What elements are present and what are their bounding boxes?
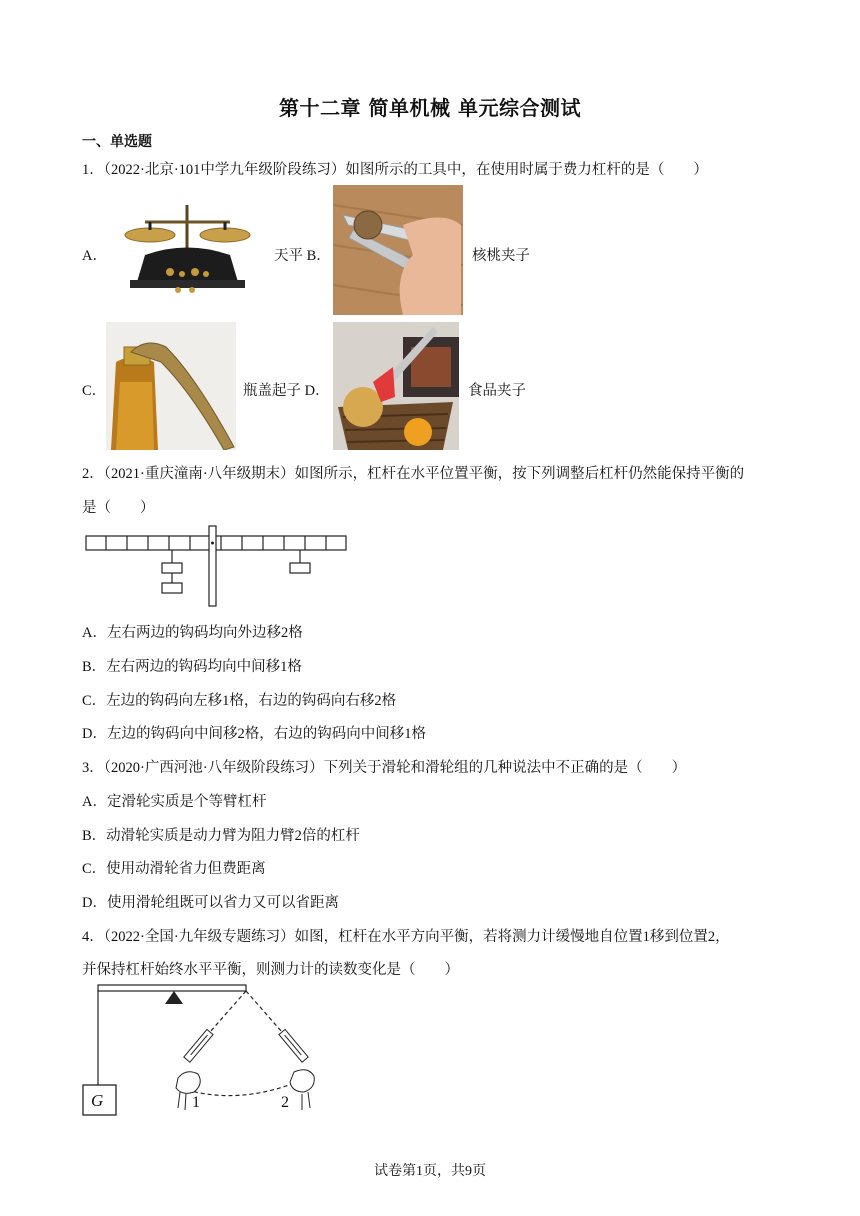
q1-stem: 1．（2022·北京·101中学九年级阶段练习）如图所示的工具中，在使用时属于费力杠杆的是（ ）	[82, 162, 708, 178]
q1-option-c-prefix: C．	[82, 383, 107, 399]
q1-option-a-prefix: A．	[82, 248, 107, 264]
q4-stem-line2: 并保持杠杆始终水平平衡，则测力计的读数变化是（ ）	[82, 962, 459, 978]
lever-grid-diagram	[85, 525, 350, 607]
position-2-label: 2	[281, 1094, 289, 1111]
q2-option-c: C．左边的钩码向左移1格，右边的钩码向右移2格	[82, 693, 397, 709]
page-title: 第十二章 简单机械 单元综合测试	[279, 96, 581, 120]
q3-option-c: C．使用动滑轮省力但费距离	[82, 861, 266, 877]
position-1-label: 1	[192, 1094, 200, 1111]
weight-label: G	[91, 1091, 104, 1110]
q2-option-b: B．左右两边的钩码均向中间移1格	[82, 659, 302, 675]
balance-scale-image	[120, 200, 255, 295]
q3-option-a: A．定滑轮实质是个等臂杠杆	[82, 794, 267, 810]
q1-option-b-label: 核桃夹子	[472, 248, 530, 264]
q3-option-b: B．动滑轮实质是动力臂为阻力臂2倍的杠杆	[82, 828, 360, 844]
q3-stem: 3．（2020·广西河池·八年级阶段练习）下列关于滑轮和滑轮组的几种说法中不正确的是（ ）	[82, 760, 687, 776]
q4-stem-line1: 4．（2022·全国·九年级专题练习）如图，杠杆在水平方向平衡，若将测力计缓慢地自位置1移到位置2，	[82, 929, 730, 945]
q2-option-a: A．左右两边的钩码均向外边移2格	[82, 625, 303, 641]
food-tongs-image	[333, 322, 459, 450]
page-footer: 试卷第1页，共9页	[374, 1164, 486, 1179]
bottle-opener-image	[106, 322, 236, 450]
q2-stem-line2: 是（ ）	[82, 500, 155, 516]
nutcracker-image	[333, 185, 463, 315]
q3-option-d: D．使用滑轮组既可以省力又可以省距离	[82, 895, 339, 911]
q1-option-d-label: 食品夹子	[468, 383, 526, 399]
lever-spring-scale-diagram	[82, 980, 332, 1120]
q2-stem-line1: 2．（2021·重庆潼南·八年级期末）如图所示，杠杆在水平位置平衡，按下列调整后杠杆仍然能保持平衡的	[82, 466, 745, 482]
section-heading: 一、单选题	[82, 134, 152, 150]
q1-option-c-label: 瓶盖起子 D．	[243, 383, 330, 399]
q1-option-a-label: 天平 B．	[274, 248, 331, 264]
q2-option-d: D．左边的钩码向中间移2格，右边的钩码向中间移1格	[82, 726, 426, 742]
